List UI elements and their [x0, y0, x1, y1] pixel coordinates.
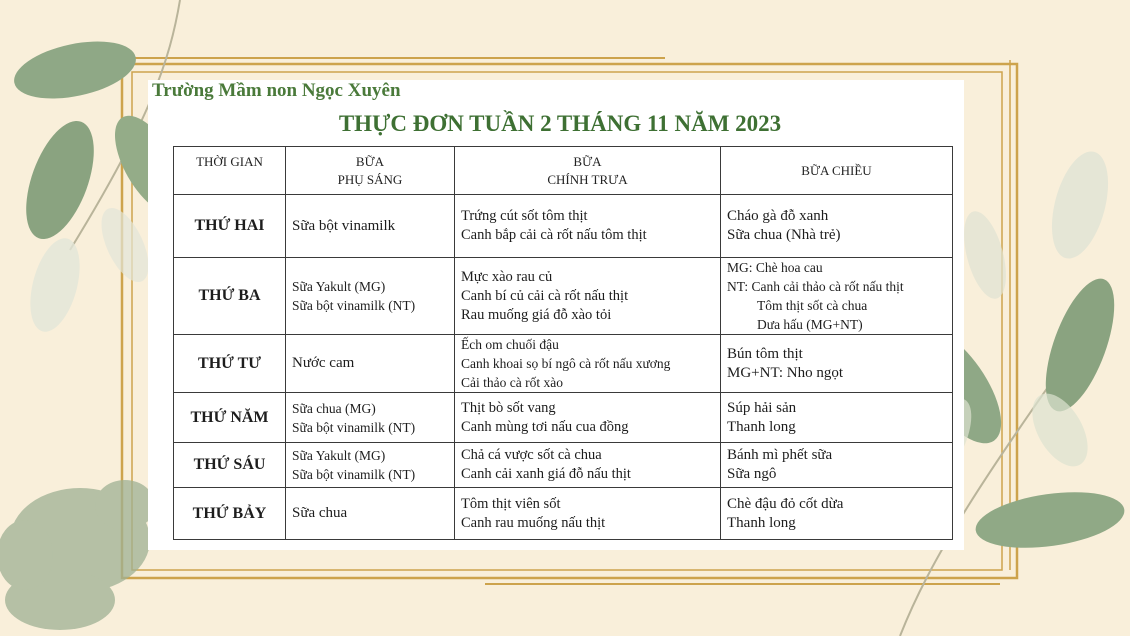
table-row [174, 195, 953, 258]
breakfast-cell: Sữa Yakult (MG) Sữa bột vinamilk (NT) [286, 443, 455, 488]
lunch-cell: Mực xào rau củ Canh bí củ cải cà rốt nấu thịt Rau muống giá đỗ xào tỏi [455, 258, 721, 335]
page-title: THỰC ĐƠN TUẦN 2 THÁNG 11 NĂM 2023 [338, 111, 782, 136]
afternoon-cell: Cháo gà đỗ xanh Sữa chua (Nhà trẻ) [721, 195, 953, 258]
lunch-cell: Tôm thịt viên sốt Canh rau muống nấu thịt [455, 488, 721, 540]
menu-table [173, 146, 953, 540]
lunch-cell: Trứng cút sốt tôm thịt Canh bắp cải cà rốt nấu tôm thịt [455, 195, 721, 258]
day-cell: THỨ SÁU [174, 443, 286, 488]
day-cell: THỨ BẢY [174, 488, 286, 540]
afternoon-cell: Chè đậu đỏ cốt dừa Thanh long [721, 488, 953, 540]
day-cell: THỨ BA [174, 258, 286, 335]
breakfast-cell: Nước cam [286, 335, 455, 393]
header-time: THỜI GIAN [174, 147, 286, 195]
lunch-cell: Thịt bò sốt vang Canh mùng tơi nấu cua đồng [455, 393, 721, 443]
afternoon-cell: MG: Chè hoa cau NT: Canh cải thảo cà rốt nấu thịt Tôm thịt sốt cà chua Dưa hấu (MG+NT) [721, 258, 953, 335]
breakfast-cell: Sữa chua (MG) Sữa bột vinamilk (NT) [286, 393, 455, 443]
day-cell: THỨ NĂM [174, 393, 286, 443]
header-lunch: BỮA CHÍNH TRƯA [455, 147, 721, 195]
lunch-cell: Ếch om chuối đậu Canh khoai sọ bí ngô cà rốt nấu xương Cải thảo cà rốt xào [455, 335, 721, 393]
watercolor-blot-icon [0, 480, 155, 630]
school-name: Trường Mầm non Ngọc Xuyên [152, 80, 401, 101]
afternoon-cell: Bún tôm thịt MG+NT: Nho ngọt [721, 335, 953, 393]
table-row [174, 393, 953, 443]
table-row [174, 488, 953, 540]
table-header-row [174, 147, 953, 195]
table-row [174, 443, 953, 488]
breakfast-cell: Sữa bột vinamilk [286, 195, 455, 258]
breakfast-cell: Sữa chua [286, 488, 455, 540]
table-row [174, 335, 953, 393]
day-cell: THỨ TƯ [174, 335, 286, 393]
header-afternoon: BỮA CHIỀU [721, 147, 953, 195]
table-row [174, 258, 953, 335]
header-breakfast: BỮA PHỤ SÁNG [286, 147, 455, 195]
day-cell: THỨ HAI [174, 195, 286, 258]
breakfast-cell: Sữa Yakult (MG) Sữa bột vinamilk (NT) [286, 258, 455, 335]
lunch-cell: Chả cá vược sốt cà chua Canh cải xanh giá đỗ nấu thịt [455, 443, 721, 488]
afternoon-cell: Bánh mì phết sữa Sữa ngô [721, 443, 953, 488]
afternoon-cell: Súp hải sản Thanh long [721, 393, 953, 443]
